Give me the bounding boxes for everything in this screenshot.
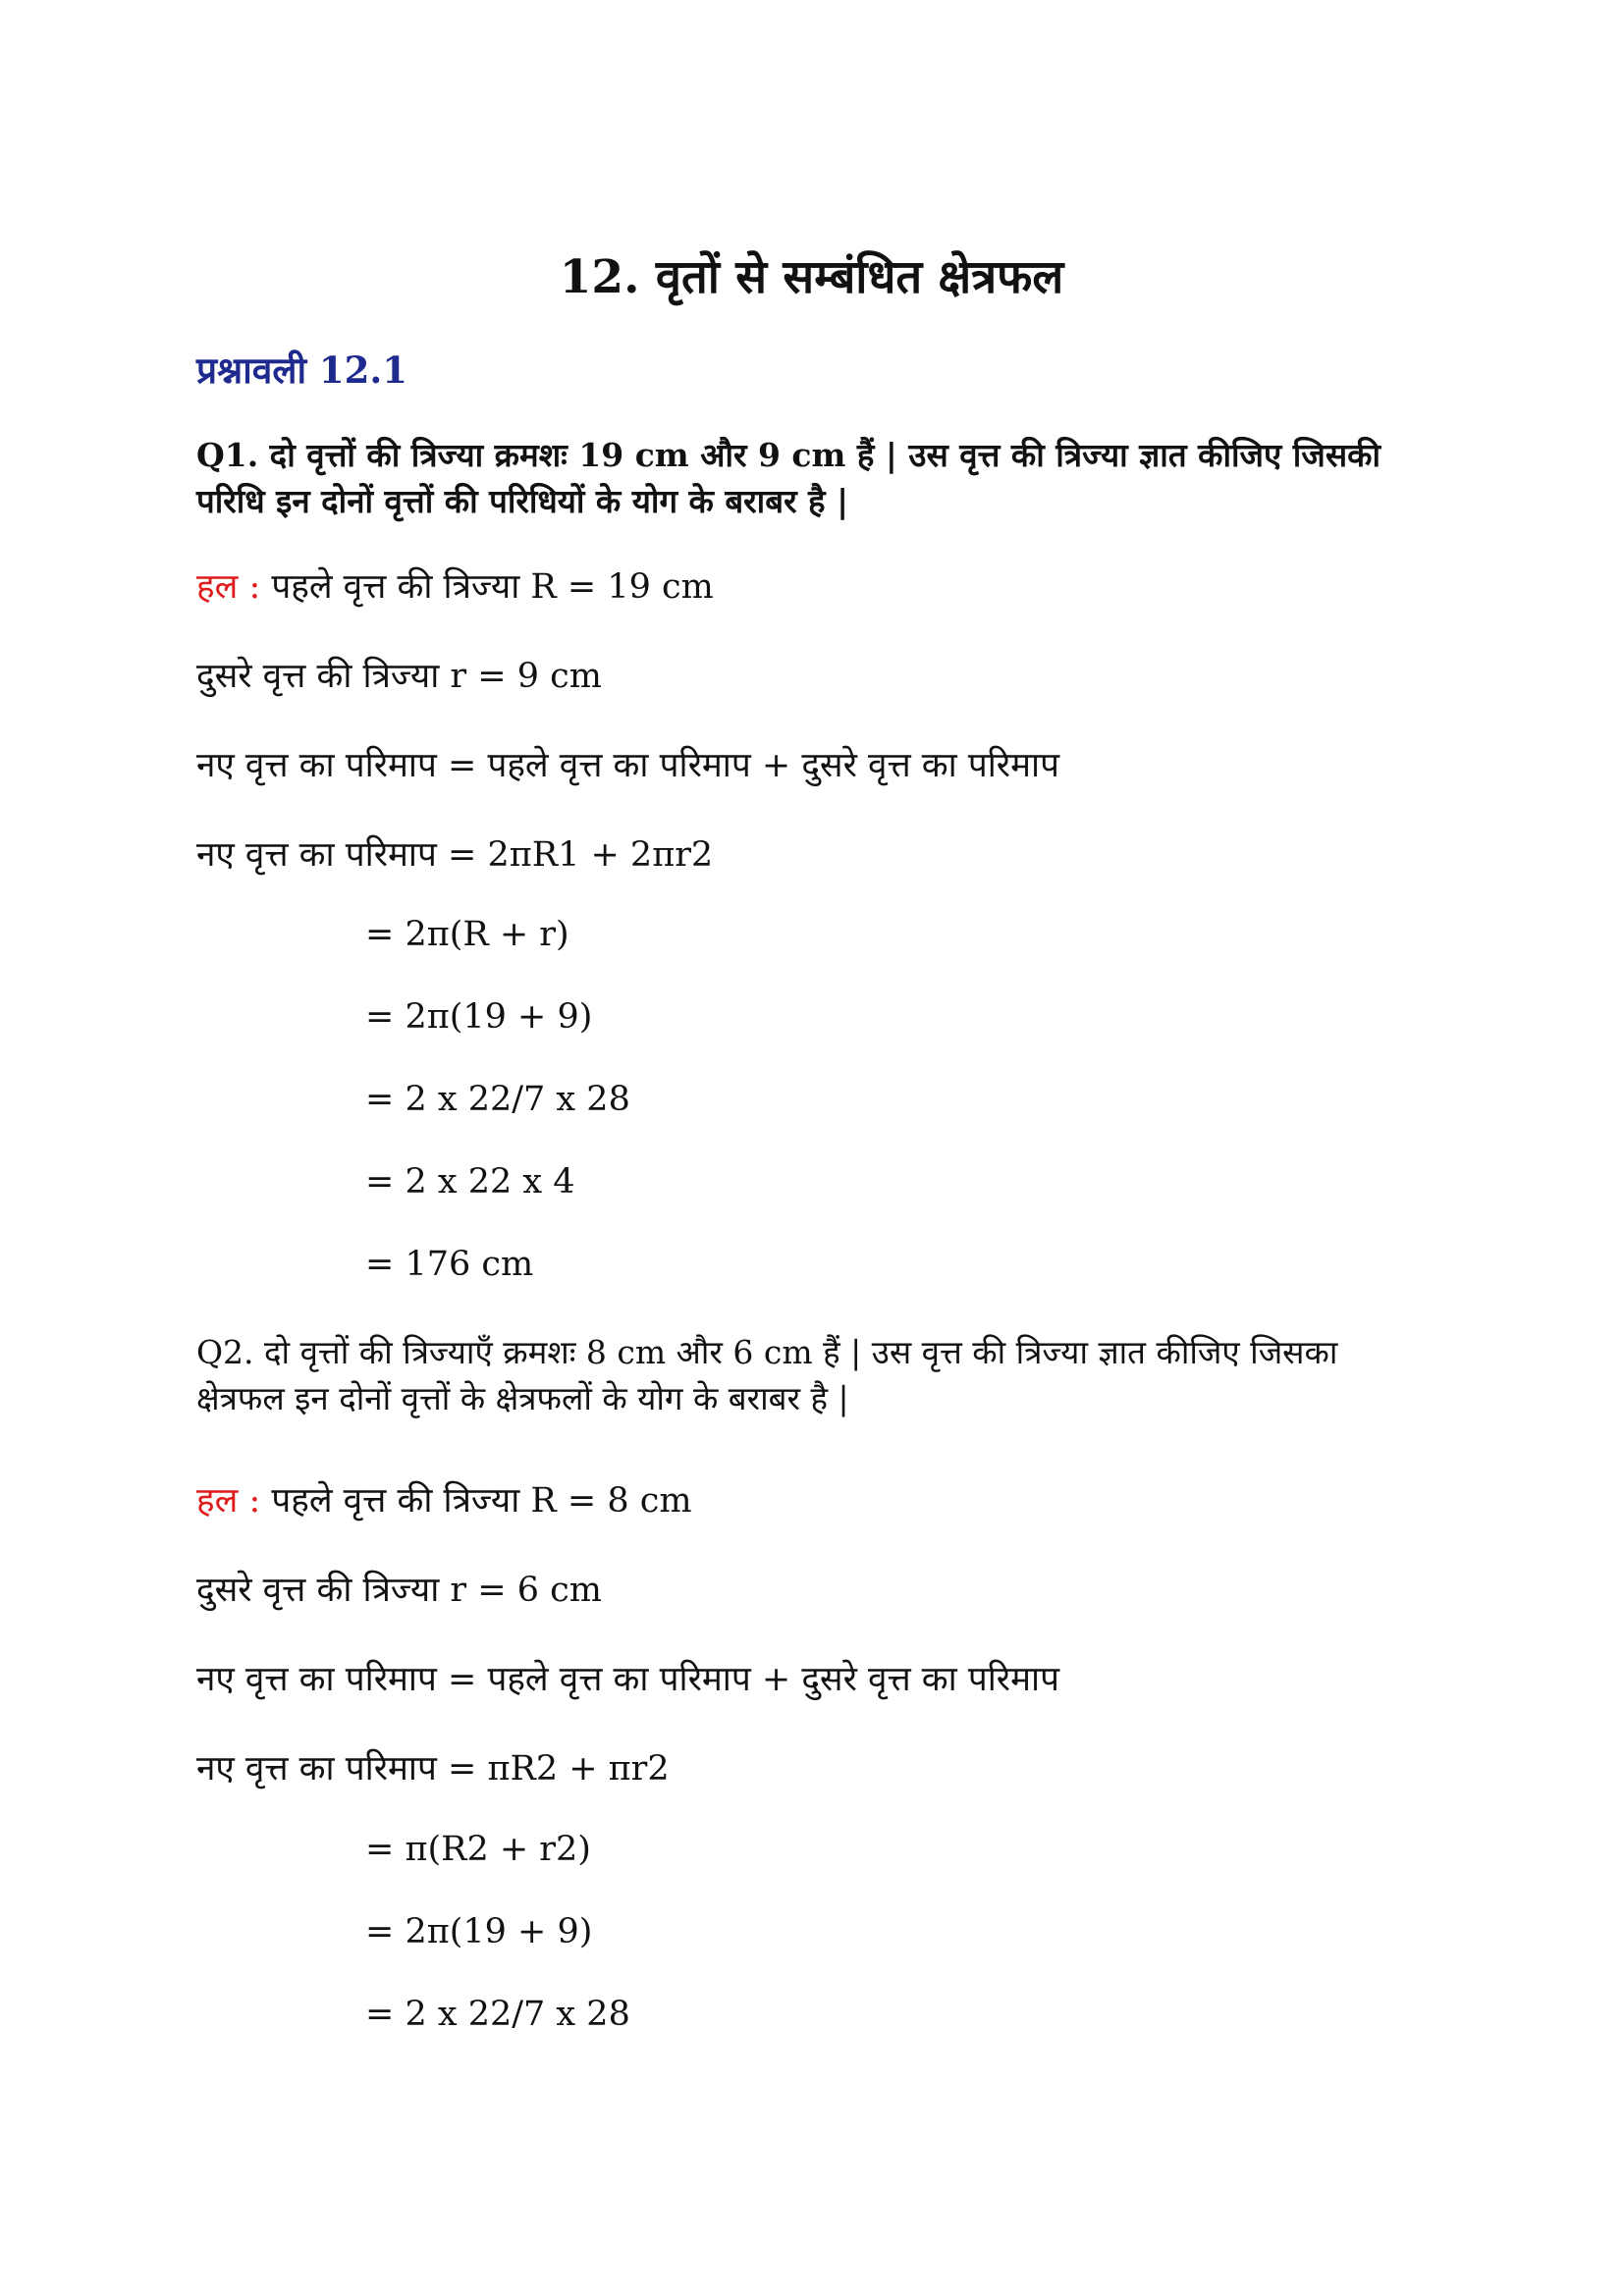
q1-solution-label: हल : (196, 567, 261, 607)
chapter-title: 12. वृतों से सम्बंधित क्षेत्रफल (559, 250, 1064, 304)
q2-step-1: = π(R2 + r2) (365, 1830, 591, 1869)
exercise-heading: प्रश्नावली 12.1 (196, 348, 408, 392)
q2-radius-1: पहले वृत्त की त्रिज्या R = 8 cm (260, 1481, 692, 1521)
question-1-text: Q1. दो वृत्तों की त्रिज्या क्रमशः 19 cm और 9 cm हैं | उस वृत्त की त्रिज्या ज्ञात कीजिए जिसकी परिधि इन दोनों वृत्तों की परिधियों के योग के बराबर है | (196, 436, 1381, 520)
q1-perimeter-formula: नए वृत्त का परिमाप = 2πR1 + 2πr2 (196, 835, 714, 875)
q1-perimeter-statement: नए वृत्त का परिमाप = पहले वृत्त का परिमाप + दुसरे वृत्त का परिमाप (196, 746, 1059, 785)
q1-step-3: = 2 x 22/7 x 28 (365, 1080, 630, 1119)
q1-step-2: = 2π(19 + 9) (365, 997, 593, 1037)
q2-radius-2: दुसरे वृत्त की त्रिज्या r = 6 cm (196, 1571, 602, 1610)
q2-solution-line-1 (196, 1476, 692, 1522)
question-2-text: Q2. दो वृत्तों की त्रिज्याएँ क्रमशः 8 cm और 6 cm हैं | उस वृत्त की त्रिज्या ज्ञात कीजिए जिसका क्षेत्रफल इन दोनों वृत्तों के क्षेत्रफलों के योग के बराबर है | (196, 1333, 1338, 1417)
q1-radius-1: पहले वृत्त की त्रिज्या R = 19 cm (260, 567, 714, 607)
q2-solution-label: हल : (196, 1481, 261, 1521)
q1-step-1: = 2π(R + r) (365, 915, 569, 954)
q1-answer: = 176 cm (365, 1245, 534, 1284)
q2-step-2: = 2π(19 + 9) (365, 1912, 593, 1951)
q1-radius-2: दुसरे वृत्त की त्रिज्या r = 9 cm (196, 657, 602, 696)
q2-step-3: = 2 x 22/7 x 28 (365, 1995, 630, 2034)
q2-perimeter-formula: नए वृत्त का परिमाप = πR2 + πr2 (196, 1749, 670, 1789)
q1-step-4: = 2 x 22 x 4 (365, 1162, 575, 1201)
q2-perimeter-statement: नए वृत्त का परिमाप = पहले वृत्त का परिमाप + दुसरे वृत्त का परिमाप (196, 1660, 1059, 1699)
q1-solution-line-1 (196, 562, 714, 609)
